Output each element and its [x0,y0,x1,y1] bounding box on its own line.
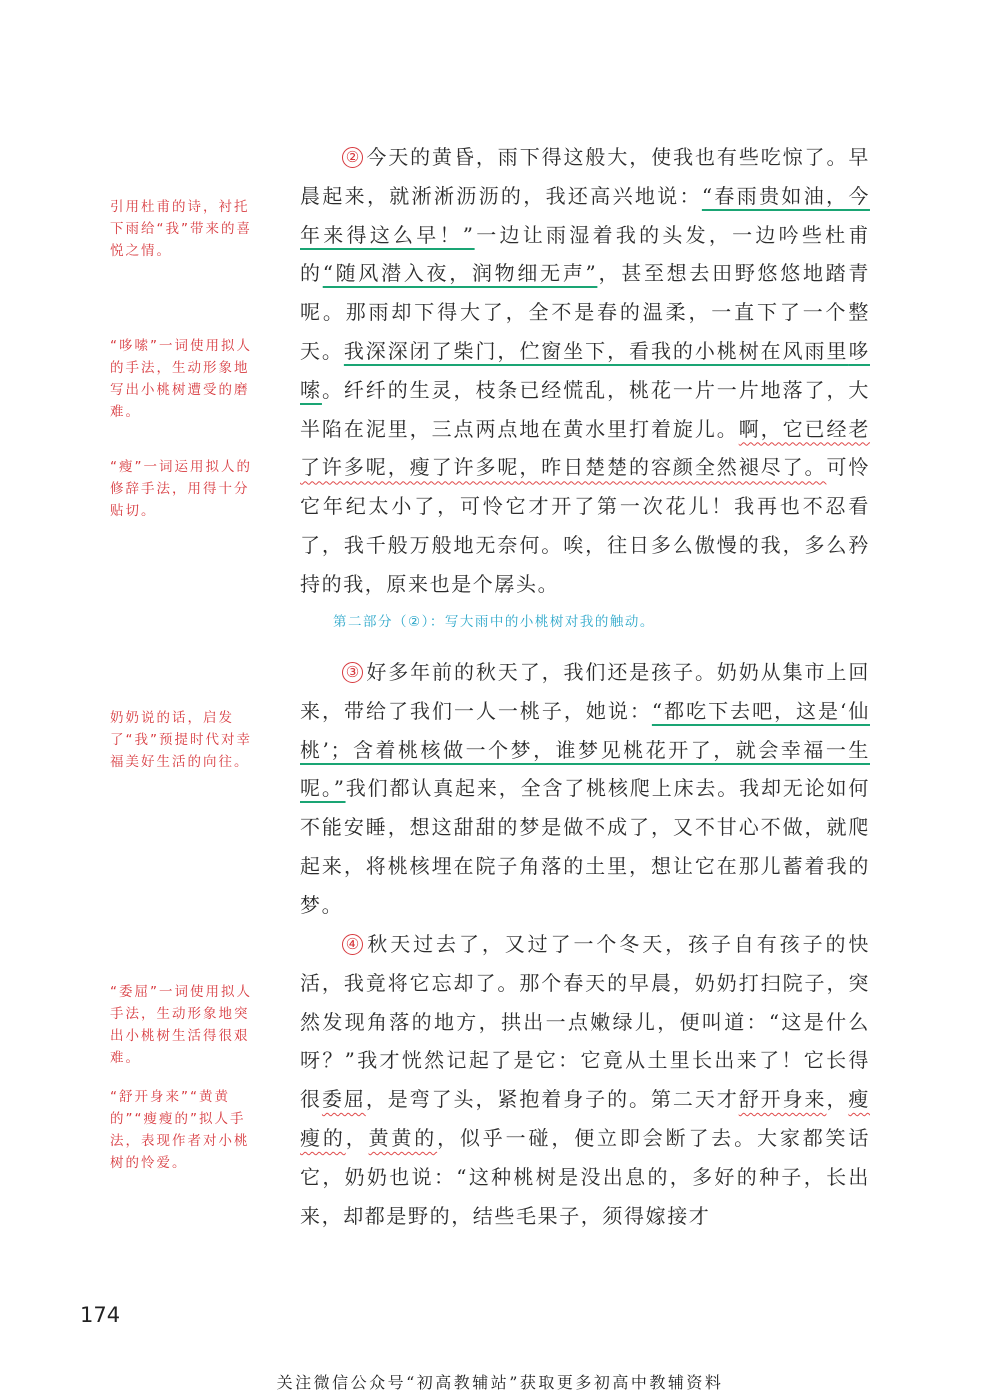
underline-window-scene: 我深深闭了柴门，伫窗坐下，看我的小桃树在风雨里 [343,338,849,363]
paragraph-number-3: ③ [342,662,363,683]
section-summary: 第二部分（②）：写大雨中的小桃树对我的触动。 [333,614,655,630]
paragraph-number-2: ② [342,147,363,168]
annotation-shou: “瘦”一词运用拟人的修辞手法，用得十分贴切。 [110,459,252,519]
paragraph-4: ④ 秋天过去了，又过了一个冬天，孩子自有孩子的快活，我竟将它忘却了。那个春天的早晨，奶奶打扫院子，突然发现角落的地方，拱出一点嫩绿儿，便叫道：“这是什么呀？”我才恍然记起了是它：它竟从土里长出来了！它长得很委屈，是弯了头，紧抱着身子的。第二天才舒开身来，瘦瘦的，黄黄的，似乎一碰，便立即会断了去。大家都笑话它，奶奶也说：“这种桃树是没出息的，多好的种子，长出来，却都是野的，结些毛果子，须得嫁接才 [300,932,870,1228]
underline-grandma-quote: “都吃下去吧，这是‘仙桃’；含着桃核做一个梦，谁梦见桃花开了，就会幸福一生呢。” [300,698,870,801]
paragraph-2: ② 今天的黄昏，雨下得这般大，使我也有些吃惊了。早晨起来，就淅淅沥沥的，我还高兴地说：“春雨贵如油，今年来得这么早！”一边让雨湿着我的头发，一边吟些杜甫的“随风潜入夜，润物细无声”，甚至想去田野悠悠地踏青呢。那雨却下得大了，全不是春的温柔，一直下了一个整天。我深深闭了柴门，伫窗坐下，看我的小桃树在风雨里哆嗦。纤纤的生灵，枝条已经慌乱，桃花一片一片地落了，大半陷在泥里，三点两点地在黄水里打着旋儿。啊，它已经老了许多呢，瘦了许多呢，昨日楚楚的容颜全然褪尽了。可怜它年纪太小了，可怜它才开了第一次花儿！我再也不忍看了，我千般万般地无奈何。唉，往日多么傲慢的我，多么矜持的我，原来也是个孱头。 [300,145,871,596]
underline-poem-line: “随风潜入夜，润物细无声” [322,261,598,286]
underline-duosuo: 哆嗦 [300,338,870,402]
footer-promo: 关注微信公众号“初高教辅站”获取更多初高中教辅资料 [276,1373,724,1392]
wavy-underline-weiqu: 委屈 [321,1087,366,1112]
wavy-underline-shukai: 舒开身来 [738,1087,827,1112]
annotation-weiqu: “委屈”一词使用拟人手法，生动形象地突出小桃树生活得很艰难。 [110,984,252,1066]
page-number: 174 [80,1303,121,1327]
annotation-duosuo: “哆嗦”一词使用拟人的手法，生动形象地写出小桃树遭受的磨难。 [110,338,252,420]
annotation-du-fu-poem: 引用杜甫的诗，衬托下雨给“我”带来的喜悦之情。 [110,199,252,259]
paragraph-3: ③ 好多年前的秋天了，我们还是孩子。奶奶从集市上回来，带给了我们一人一桃子，她说：“都吃下去吧，这是‘仙桃’；含着桃核做一个梦，谁梦见桃花开了，就会幸福一生呢。”我们都认真起来，全含了桃核爬上床去。我却无论如何不能安睡，想这甜甜的梦是做不成了，又不甘心不做，就爬起来，将桃核埋在院子角落的土里，想让它在那儿蓄着我的梦。 [300,660,870,917]
wavy-underline-aged: 啊，它已经老了许多呢，瘦了许多呢，昨日楚楚的容颜全然褪尽了。 [300,416,870,480]
paragraph-number-4: ④ [342,934,363,955]
wavy-underline-huanghuang: 黄黄的 [368,1125,438,1150]
underline-quote-spring-rain: “春雨贵如油，今年来得这么早！” [300,183,870,247]
annotation-shukai: “舒开身来”“黄黄的”“瘦瘦的”拟人手法，表现作者对小桃树的怜爱。 [110,1089,250,1171]
annotation-grandma-words: 奶奶说的话，启发了“我”预提时代对幸福美好生活的向往。 [110,710,252,770]
wavy-underline-shoushou: 瘦瘦的 [300,1087,870,1150]
